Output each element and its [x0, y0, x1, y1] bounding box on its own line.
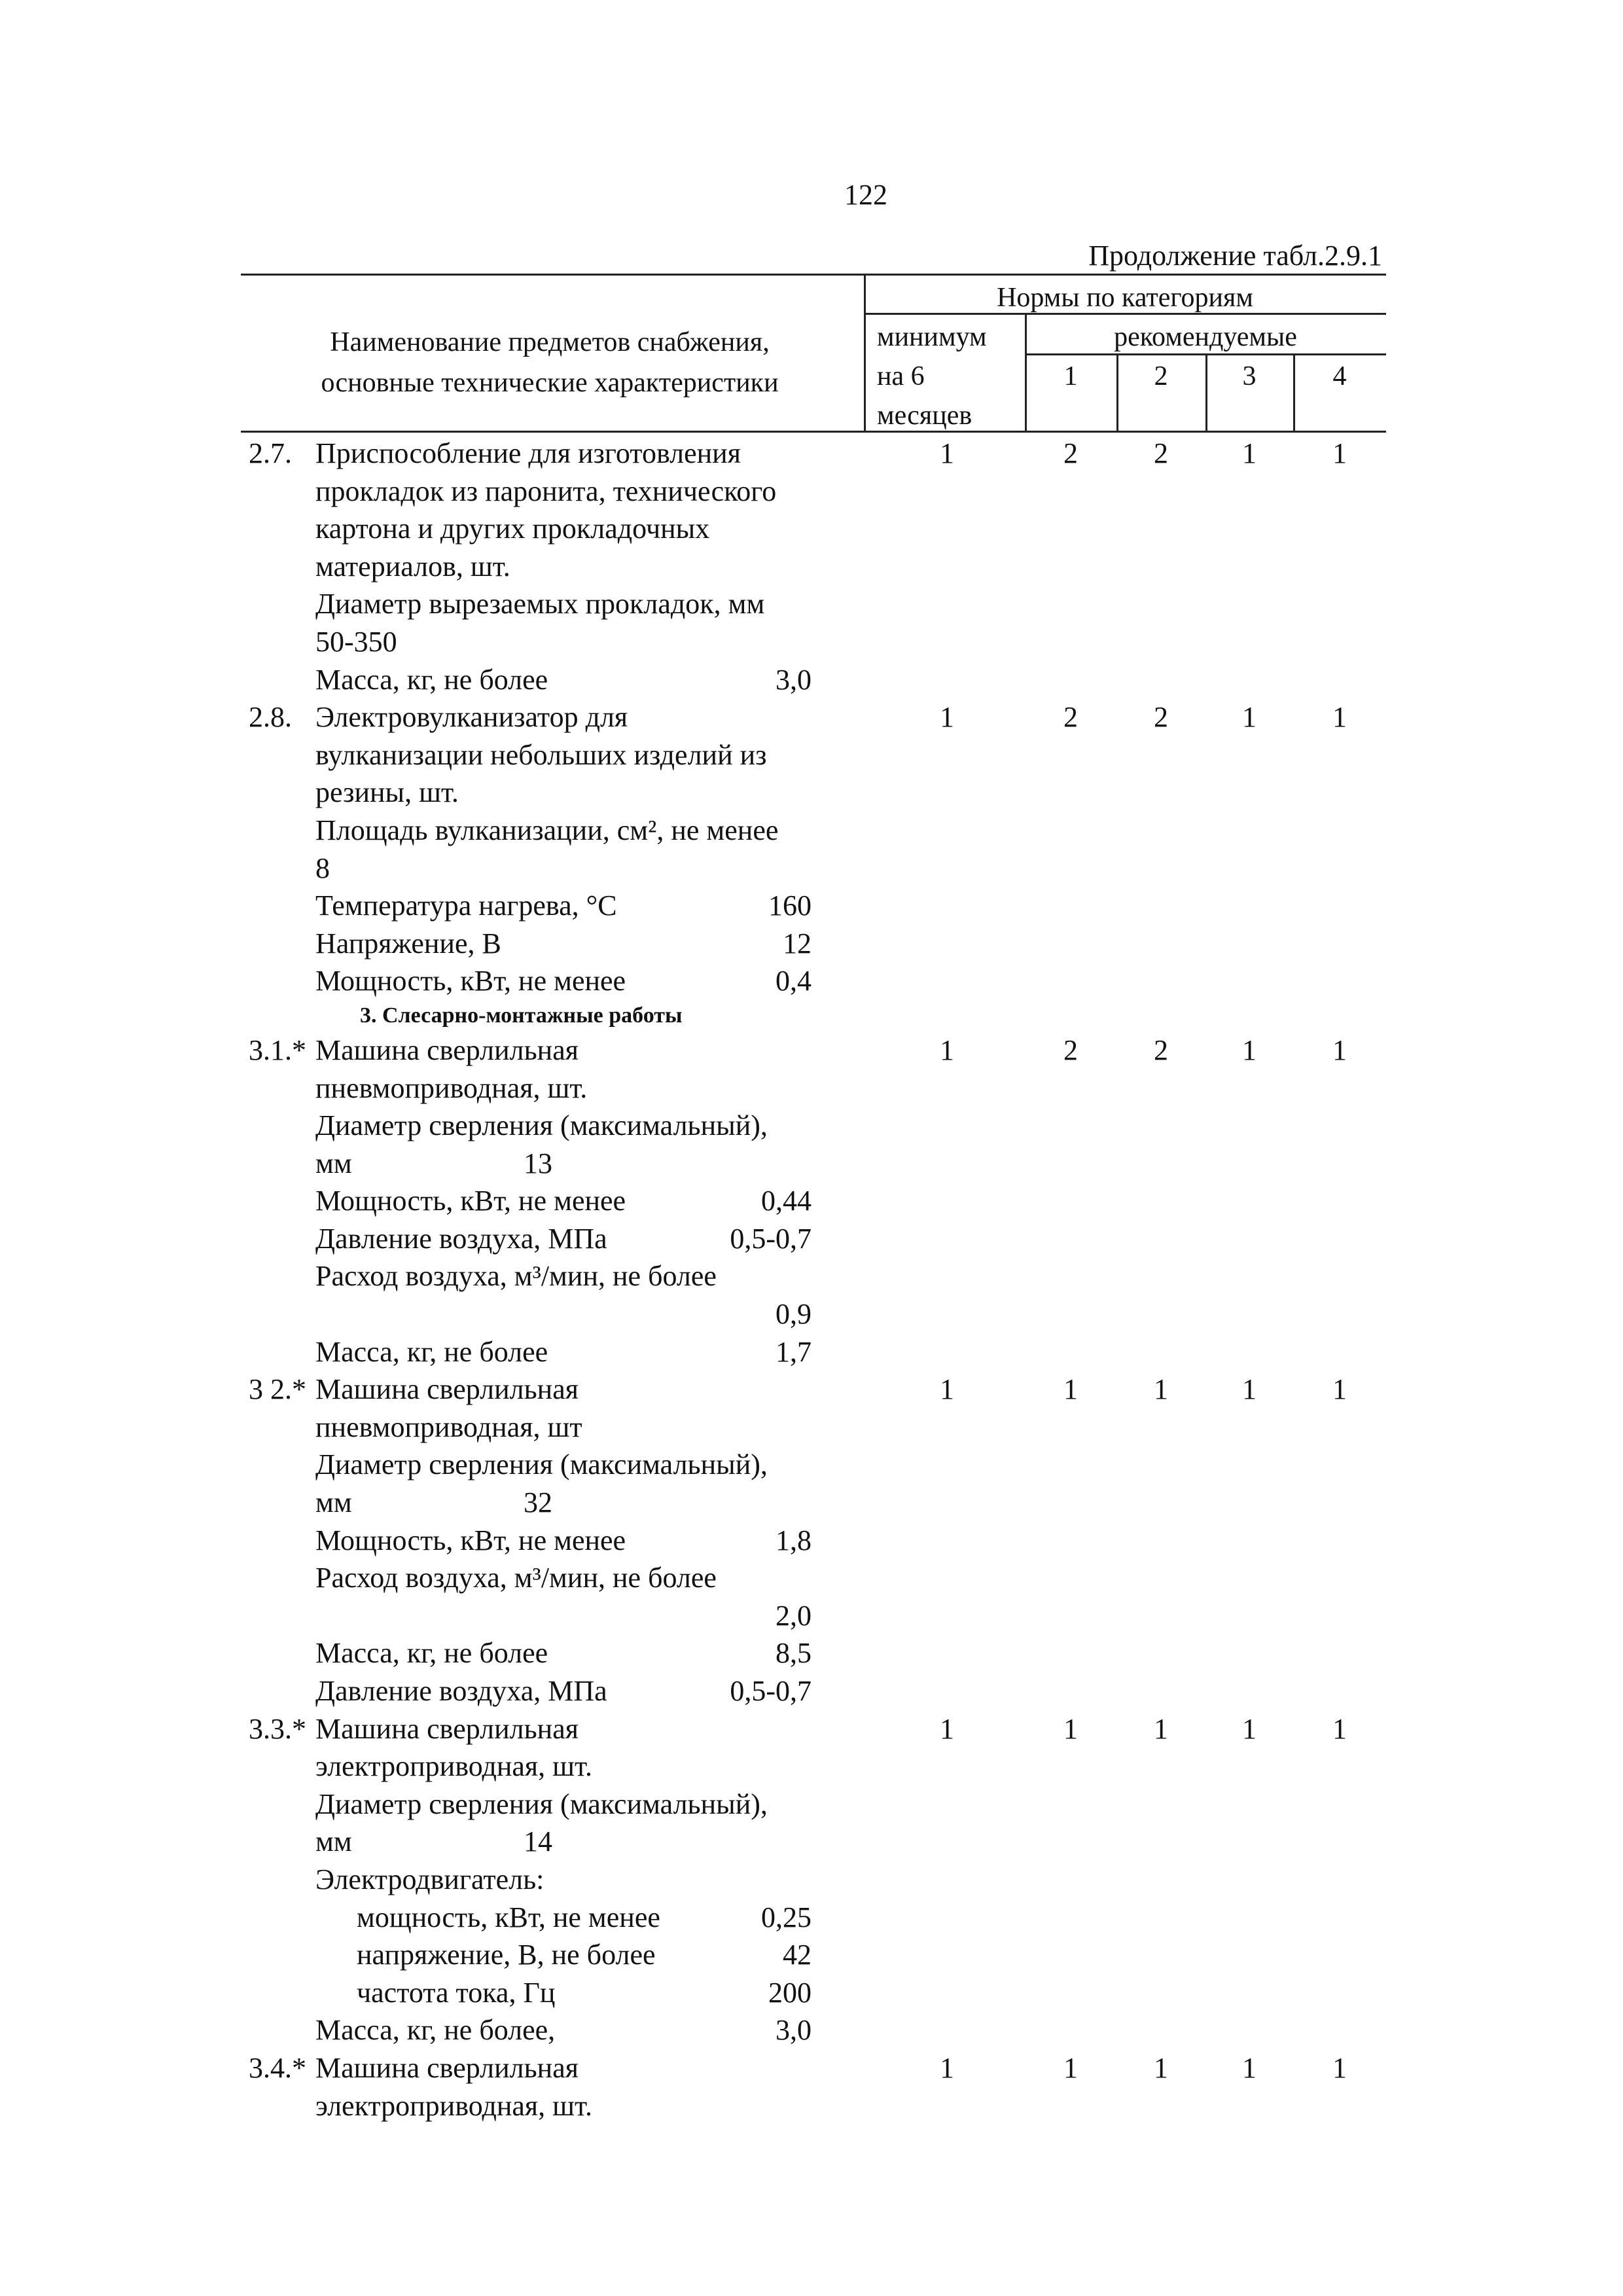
row-line	[249, 1559, 1400, 1597]
row-line	[249, 774, 1400, 812]
norm-value: 1	[1332, 701, 1347, 734]
item-value: 200	[768, 1976, 812, 2009]
row-line	[249, 1220, 1400, 1258]
min-header-line2: на 6	[877, 361, 925, 391]
norm-value: 2	[1063, 701, 1078, 734]
item-text: Приспособление для изготовления	[315, 437, 741, 469]
item-text: Давление воздуха, МПа	[315, 1222, 607, 1255]
item-text: мм	[315, 1147, 352, 1179]
item-number: 3.3.*	[249, 1712, 306, 1745]
norm-value: 1	[1332, 437, 1347, 469]
row-line	[249, 1823, 1400, 1861]
row-line	[249, 1748, 1400, 1785]
item-number: 3 2.*	[249, 1373, 306, 1406]
table-row	[249, 435, 1400, 698]
item-text: частота тока, Гц	[357, 1976, 556, 2009]
name-header-line1: Наименование предметов снабжения,	[330, 327, 770, 357]
section-title: 3. Слесарно-монтажные работы	[360, 1003, 683, 1028]
row-line	[249, 1484, 1400, 1522]
norm-value: 2	[1154, 1033, 1168, 1066]
cat2-header: 2	[1154, 361, 1168, 391]
item-text: Площадь вулканизации, см², не менее	[315, 814, 779, 846]
row-line	[249, 1672, 1400, 1710]
item-number: 2.8.	[249, 701, 292, 734]
item-value: 0,9	[776, 1298, 812, 1331]
item-value: 160	[768, 889, 812, 922]
cat3-header: 3	[1242, 361, 1257, 391]
row-line	[249, 2011, 1400, 2049]
row-line	[249, 1182, 1400, 1220]
norm-value: 1	[1242, 1373, 1257, 1406]
item-text: Машина сверлильная	[315, 1373, 579, 1406]
row-line	[249, 548, 1400, 586]
item-text: Электродвигатель:	[315, 1863, 544, 1895]
item-value: 3,0	[776, 663, 812, 696]
row-line	[249, 2087, 1400, 2125]
name-header-line2: основные технические характеристики	[321, 368, 779, 398]
item-text: мм	[315, 1825, 352, 1858]
norm-value: 1	[940, 437, 954, 469]
row-line	[249, 736, 1400, 774]
item-value: 1,7	[776, 1335, 812, 1368]
item-value: 13	[524, 1147, 552, 1179]
norm-value: 2	[1154, 437, 1168, 469]
item-value: 14	[524, 1825, 552, 1858]
norm-value: 1	[1063, 1712, 1078, 1745]
norm-value: 1	[1242, 437, 1257, 469]
item-text: Электровулканизатор для	[315, 701, 628, 734]
row-line	[249, 1295, 1400, 1333]
row-line	[249, 1408, 1400, 1446]
item-text: напряжение, В, не более	[357, 1939, 656, 1971]
row-line	[249, 1522, 1400, 1560]
row-line	[249, 435, 1400, 473]
row-line	[249, 698, 1400, 736]
item-text: Диаметр вырезаемых прокладок, мм	[315, 588, 765, 620]
norm-value: 1	[1332, 1712, 1347, 1745]
row-line	[249, 962, 1400, 1000]
cat4-header: 4	[1332, 361, 1347, 391]
item-text: резины, шт.	[315, 776, 459, 809]
row-line	[249, 1861, 1400, 1899]
row-line	[249, 1371, 1400, 1408]
row-line	[249, 661, 1400, 699]
cat1-header: 1	[1063, 361, 1078, 391]
item-value: 0,5-0,7	[730, 1675, 812, 1707]
norm-value: 2	[1063, 437, 1078, 469]
row-line	[249, 1936, 1400, 1974]
page-number: 122	[844, 179, 887, 211]
norm-value: 1	[940, 701, 954, 734]
recommended-header: рекомендуемые	[1114, 322, 1297, 352]
norm-value: 1	[1063, 2051, 1078, 2084]
row-line	[249, 1899, 1400, 1937]
norm-value: 1	[940, 2051, 954, 2084]
min-header-line3: месяцев	[877, 401, 972, 431]
item-value: 0,4	[776, 965, 812, 997]
norm-value: 1	[940, 1373, 954, 1406]
item-text: Масса, кг, не более	[315, 1637, 548, 1670]
item-text: Масса, кг, не более,	[315, 2014, 556, 2047]
item-text: 50-350	[315, 625, 397, 658]
item-text: пневмоприводная, шт	[315, 1410, 582, 1443]
norms-title: Нормы по категориям	[997, 283, 1253, 313]
row-line	[249, 850, 1400, 888]
item-text: Диаметр сверления (максимальный),	[315, 1109, 768, 1142]
row-line	[249, 623, 1400, 661]
norm-value: 1	[1154, 1373, 1168, 1406]
item-value: 1,8	[776, 1524, 812, 1556]
item-number: 2.7.	[249, 437, 292, 469]
table-row	[249, 1031, 1400, 1371]
item-text: Мощность, кВт, не менее	[315, 1524, 626, 1556]
item-text: Машина сверлильная	[315, 2051, 579, 2084]
item-text: электроприводная, шт.	[315, 1750, 592, 1783]
item-value: 8,5	[776, 1637, 812, 1670]
item-number: 3.4.*	[249, 2051, 306, 2084]
name-column-header	[236, 322, 864, 403]
item-text: электроприводная, шт.	[315, 2089, 592, 2122]
table-row	[249, 698, 1400, 1000]
row-line	[249, 2049, 1400, 2087]
item-text: Мощность, кВт, не менее	[315, 1185, 626, 1217]
min-header-line1: минимум	[877, 322, 987, 352]
row-line	[249, 473, 1400, 511]
norm-value: 1	[1242, 1033, 1257, 1066]
row-line	[249, 1107, 1400, 1145]
item-text: материалов, шт.	[315, 550, 510, 583]
item-text: прокладок из паронита, технического	[315, 475, 777, 507]
row-line	[249, 1333, 1400, 1371]
table-row	[249, 2049, 1400, 2125]
item-text: Масса, кг, не более	[315, 663, 548, 696]
item-text: Диаметр сверления (максимальный),	[315, 1787, 768, 1820]
table-top-rule	[241, 274, 1386, 276]
norm-value: 1	[1332, 1033, 1347, 1066]
norm-value: 1	[940, 1033, 954, 1066]
item-text: Напряжение, В	[315, 927, 501, 960]
table-row	[249, 1710, 1400, 2049]
row-line	[249, 925, 1400, 963]
item-text: мощность, кВт, не менее	[357, 1901, 660, 1933]
norm-value: 1	[1154, 2051, 1168, 2084]
row-line	[249, 1597, 1400, 1635]
item-text: Машина сверлильная	[315, 1033, 579, 1066]
row-line	[249, 887, 1400, 925]
item-text: Машина сверлильная	[315, 1712, 579, 1745]
norm-value: 1	[1242, 2051, 1257, 2084]
norm-value: 1	[1242, 1712, 1257, 1745]
norm-value: 1	[940, 1712, 954, 1745]
item-text: Расход воздуха, м³/мин, не более	[315, 1260, 717, 1293]
item-text: Мощность, кВт, не менее	[315, 965, 626, 997]
item-text: Давление воздуха, МПа	[315, 1675, 607, 1707]
norm-value: 1	[1242, 701, 1257, 734]
row-line	[249, 585, 1400, 623]
norm-value: 1	[1063, 1373, 1078, 1406]
norm-value: 2	[1154, 701, 1168, 734]
item-text: Диаметр сверления (максимальный),	[315, 1448, 768, 1481]
item-value: 0,5-0,7	[730, 1222, 812, 1255]
item-text: Расход воздуха, м³/мин, не более	[315, 1562, 717, 1594]
table-body	[249, 435, 1400, 2125]
row-line	[249, 1710, 1400, 1748]
row-line	[249, 510, 1400, 548]
item-value: 3,0	[776, 2014, 812, 2047]
row-line	[249, 1974, 1400, 2012]
item-value: 32	[524, 1486, 552, 1519]
row-line	[249, 1145, 1400, 1183]
item-value: 42	[783, 1939, 812, 1971]
item-number: 3.1.*	[249, 1033, 306, 1066]
item-text: 8	[315, 852, 330, 884]
norm-value: 1	[1332, 1373, 1347, 1406]
table-header-bottom-rule	[241, 431, 1386, 433]
norm-value: 2	[1063, 1033, 1078, 1066]
row-line	[249, 1785, 1400, 1823]
item-text: Температура нагрева, °С	[315, 889, 617, 922]
item-text: Масса, кг, не более	[315, 1335, 548, 1368]
item-text: вулканизации небольших изделий из	[315, 738, 767, 771]
norm-value: 1	[1154, 1712, 1168, 1745]
item-text: пневмоприводная, шт.	[315, 1071, 588, 1104]
row-line	[249, 1634, 1400, 1672]
item-text: мм	[315, 1486, 352, 1519]
row-line	[249, 812, 1400, 850]
item-value: 0,44	[761, 1185, 812, 1217]
item-value: 2,0	[776, 1599, 812, 1632]
table-row	[249, 1371, 1400, 1710]
row-line	[249, 1031, 1400, 1069]
row-line	[249, 1257, 1400, 1295]
row-line	[249, 1069, 1400, 1107]
item-value: 12	[783, 927, 812, 960]
item-value: 0,25	[761, 1901, 812, 1933]
row-line	[249, 1446, 1400, 1484]
continuation-label: Продолжение табл.2.9.1	[1088, 240, 1382, 272]
item-text: картона и других прокладочных	[315, 512, 710, 545]
norm-value: 1	[1332, 2051, 1347, 2084]
